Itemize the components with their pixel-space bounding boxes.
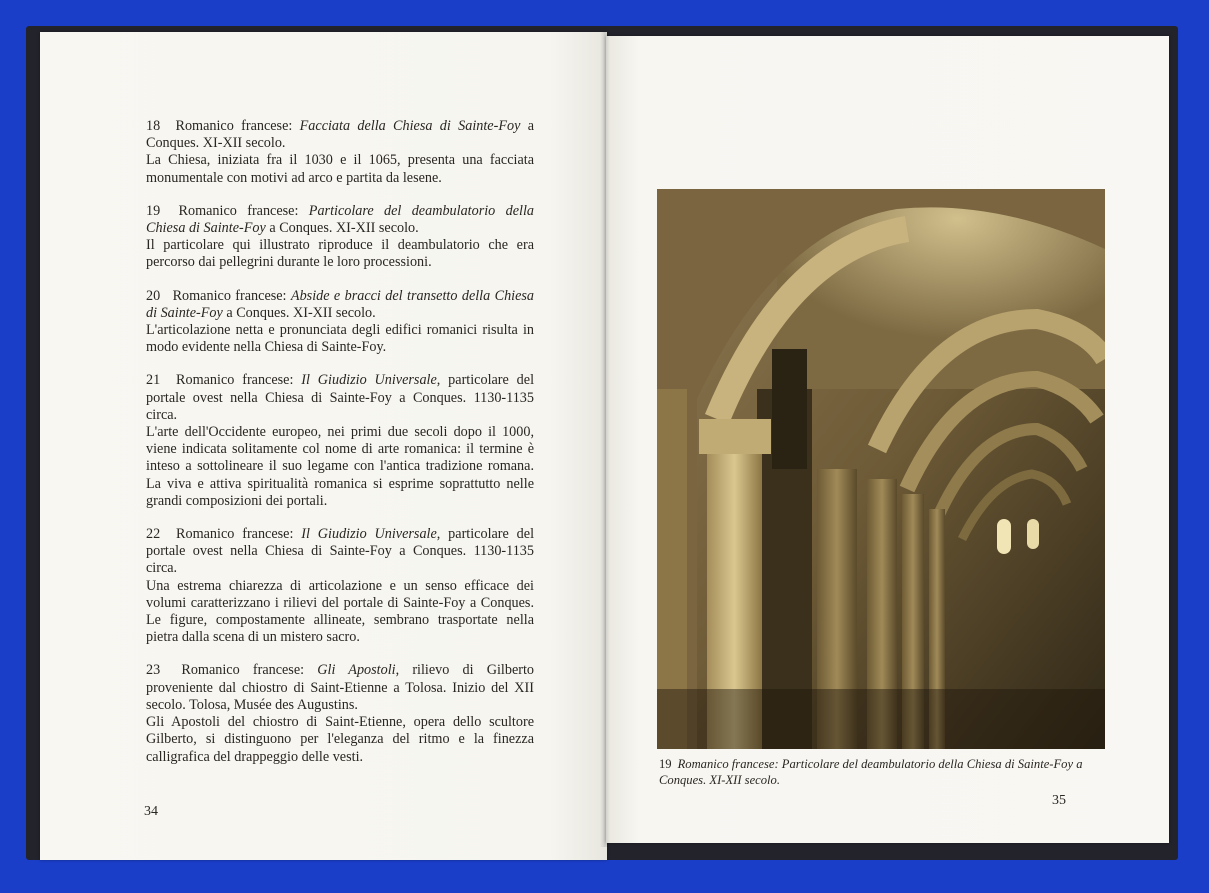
book-gutter (600, 32, 610, 847)
caption-number: 19 (659, 757, 672, 771)
entry-suffix: , rilievo di Gilberto proveniente dal chiostro di Saint-Etienne a Tolosa. Inizio del XII secolo. Tolosa, Musée des Augustins. (146, 662, 535, 713)
entry-suffix: a Conques. XI-XII secolo. (146, 118, 534, 152)
entry-body: L'arte dell'Occidente europeo, nei primi due secoli dopo il 1000, viene indicata solitamente col nome di arte romanica: il termine è inteso a sottolineare il suo legame con l'antica tradizione romana. La viva e attiva spiritualità romanica si esprime soprattutto nelle grandi composizioni dei portali. (146, 424, 534, 509)
entry-body: Gli Apostoli del chiostro di Saint-Etienne, opera dello scultore Gilberto, si distinguono per l'eleganza del ritmo e la finezza calligrafica del drappeggio delle vesti. (146, 714, 534, 765)
entry-suffix: a Conques. XI-XII secolo. (269, 220, 419, 237)
caption-entry-21 (146, 372, 534, 510)
church-ambulatory-photo (657, 189, 1105, 749)
entry-title: Gli Apostoli (317, 662, 396, 679)
page-number-left: 34 (144, 804, 158, 819)
entry-prefix: Romanico francese: (181, 662, 305, 679)
entry-number: 23 (146, 662, 161, 679)
entry-body: Il particolare qui illustrato riproduce il deambulatorio che era percorso dai pellegrini durante le loro processioni. (146, 237, 534, 271)
photo-illustration (657, 189, 1105, 749)
caption-text: Romanico francese: Particolare del deambulatorio della Chiesa di Sainte-Foy a Conques. XI-XII secolo. (659, 757, 1083, 787)
caption-entry-22 (146, 526, 534, 646)
caption-entry-23 (146, 662, 534, 765)
entry-prefix: Romanico francese: (178, 202, 299, 219)
entry-suffix: a Conques. XI-XII secolo. (226, 304, 376, 321)
caption-entry-20 (146, 288, 534, 357)
entry-body: L'articolazione netta e pronunciata degli edifici romanici risulta in modo evidente nella Chiesa di Sainte-Foy. (146, 322, 534, 356)
entry-number: 20 (146, 287, 161, 304)
entry-body: La Chiesa, iniziata fra il 1030 e il 1065, presenta una facciata monumentale con motivi ad arco e partita da lesene. (146, 152, 534, 186)
entry-title: Abside e bracci del transetto della Chiesa di Sainte-Foy (146, 287, 535, 321)
caption-list (146, 118, 534, 782)
entry-number: 18 (146, 118, 161, 134)
entry-suffix: , particolare del portale ovest nella Chiesa di Sainte-Foy a Conques. 1130-1135 circa. (146, 526, 535, 577)
entry-prefix: Romanico francese: (172, 287, 287, 304)
entry-number: 22 (146, 526, 161, 543)
entry-prefix: Romanico francese: (176, 372, 294, 389)
entry-number: 21 (146, 372, 161, 389)
entry-title: Particolare del deambulatorio della Chiesa di Sainte-Foy (146, 202, 534, 237)
entry-prefix: Romanico francese: (176, 526, 294, 543)
entry-title: Il Giudizio Universale (301, 526, 437, 543)
entry-title: Il Giudizio Universale (301, 372, 437, 389)
caption-entry-19 (146, 203, 534, 272)
entry-body: Una estrema chiarezza di articolazione e un senso efficace dei volumi caratterizzano i rilievi del portale di Sainte-Foy a Conques. Le figure, compostamente allineate, sembrano trasportate nella pietra dalla scena di un mistero sacro. (146, 577, 534, 646)
page-number-right: 35 (1052, 793, 1066, 808)
entry-suffix: , particolare del portale ovest nella Chiesa di Sainte-Foy a Conques. 1130-1135 circa. (146, 372, 535, 423)
caption-entry-18 (146, 118, 534, 187)
photo-caption (659, 756, 1111, 788)
entry-number: 19 (146, 202, 161, 219)
entry-prefix: Romanico francese: (175, 118, 293, 134)
entry-title: Facciata della Chiesa di Sainte-Foy (299, 118, 521, 134)
